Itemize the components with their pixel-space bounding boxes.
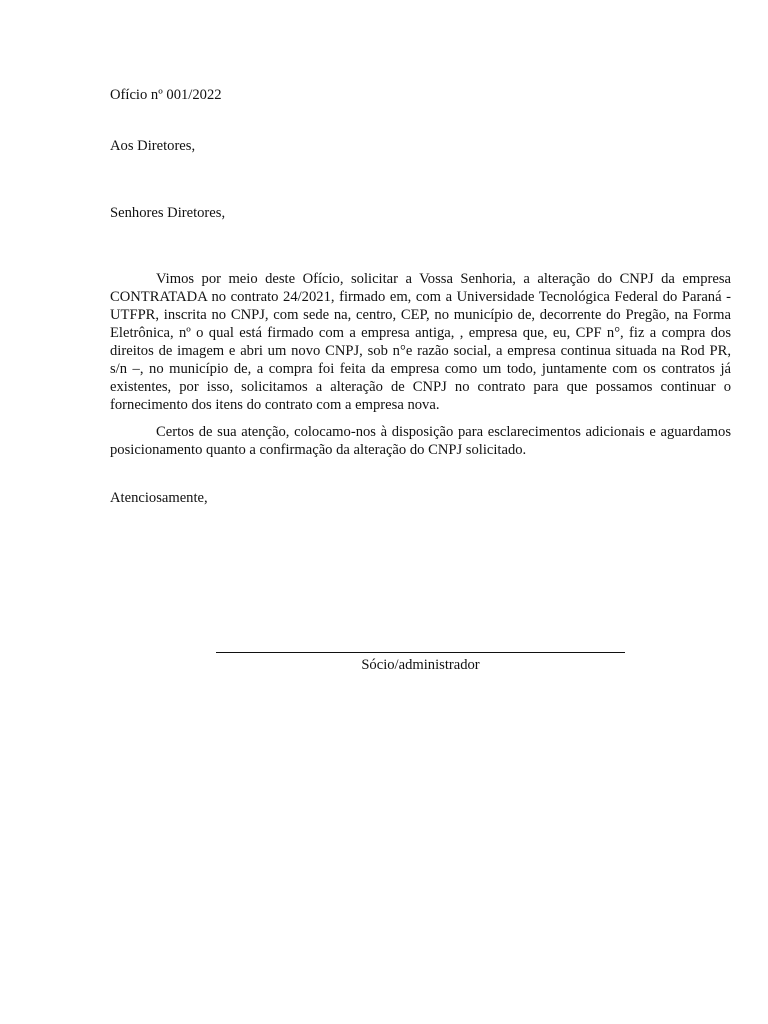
signature-line — [216, 652, 625, 653]
body-paragraph-request: Vimos por meio deste Ofício, solicitar a Vossa Senhoria, a alteração do CNPJ da empresa CONTRATADA no contrato 24/2021, firmado em, com a Universidade Tecnológica Federal do Paraná - UTFPR, inscrita no CNPJ, com sede na, centro, CEP, no município de, decorrente do Pregão, na Forma Eletrônica, nº o qual está firmado com a empresa antiga, , empresa que, eu, CPF n°, fiz a compra dos direitos de imagem e abri um novo CNPJ, sob n°e razão social, a empresa continua situada na Rod PR, s/n –, no município de, a compra foi feita da empresa como um todo, juntamente com os contratos já existentes, por isso, solicitamos a alteração de CNPJ no contrato para que possamos continuar o fornecimento dos itens do contrato com a empresa nova. — [110, 271, 731, 413]
closing-line: Atenciosamente, — [110, 490, 208, 506]
body-paragraph-closing-remarks: Certos de sua atenção, colocamo-nos à disposição para esclarecimentos adicionais e aguardamos posicionamento quanto a confirmação da alteração do CNPJ solicitado. — [110, 424, 731, 458]
salutation: Senhores Diretores, — [110, 205, 226, 221]
document-reference: Ofício nº 001/2022 — [110, 87, 222, 103]
recipient-line: Aos Diretores, — [110, 138, 196, 154]
signature-label: Sócio/administrador — [361, 657, 480, 673]
